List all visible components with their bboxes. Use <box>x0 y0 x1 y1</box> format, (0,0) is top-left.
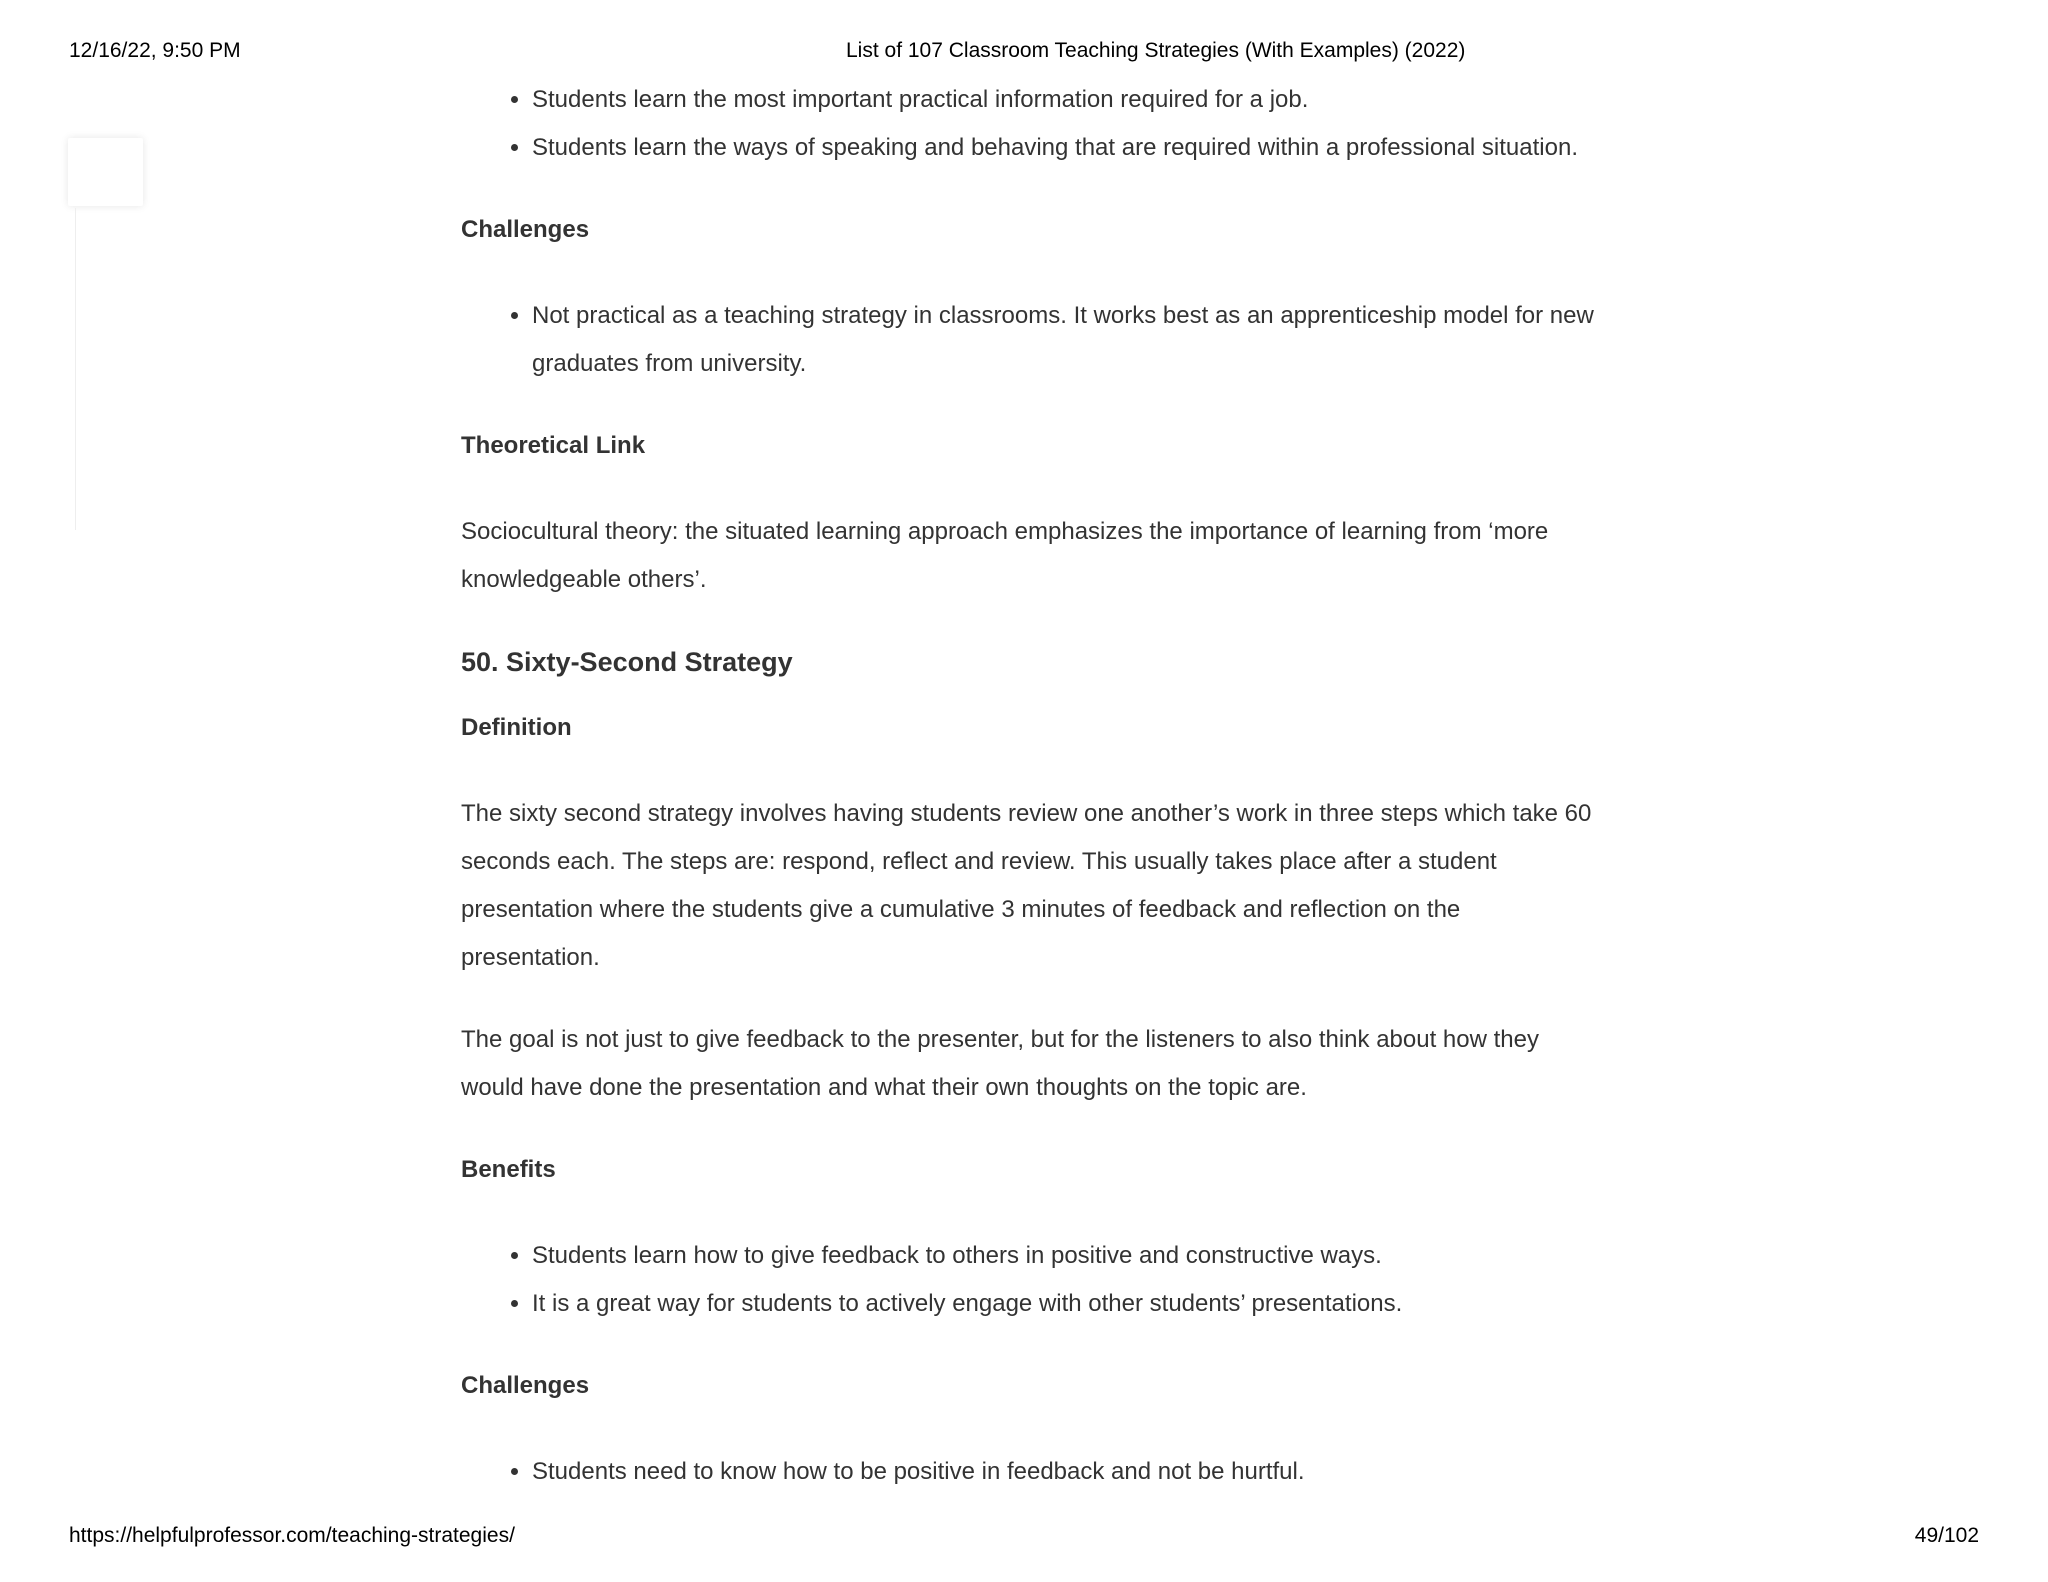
challenges-heading: Challenges <box>461 216 590 243</box>
print-page-title: List of 107 Classroom Teaching Strategies (With Examples) (2022) <box>846 39 1466 62</box>
list-item: • Not practical as a teaching strategy in classrooms. It works best as an apprenticeship model for new graduates from university. <box>532 292 1601 388</box>
challenges-heading: Challenges <box>461 1372 590 1399</box>
list-item: • Students learn the ways of speaking and behaving that are required within a professional situation. <box>532 124 1601 172</box>
print-page-number: 49/102 <box>1914 1524 1979 1547</box>
previous-benefits-list <box>461 76 1601 172</box>
benefits-heading: Benefits <box>461 1156 556 1183</box>
list-item: • Students learn how to give feedback to others in positive and constructive ways. <box>532 1232 1601 1280</box>
theoretical-link-heading: Theoretical Link <box>461 432 646 459</box>
print-date: 12/16/22, 9:50 PM <box>69 39 241 62</box>
floating-share-box <box>68 138 143 206</box>
print-url: https://helpfulprofessor.com/teaching-strategies/ <box>69 1524 515 1547</box>
list-item: • Students need to know how to be positive in feedback and not be hurtful. <box>532 1448 1601 1496</box>
definition-heading: Definition <box>461 714 572 741</box>
definition-paragraph-2: The goal is not just to give feedback to the presenter, but for the listeners to also think about how they would have done the presentation and what their own thoughts on the topic are. <box>461 1026 1539 1101</box>
list-item: • Students learn the most important practical information required for a job. <box>532 76 1601 124</box>
article-content <box>461 76 1601 1496</box>
definition-paragraph-1: The sixty second strategy involves having students review one another’s work in three steps which take 60 seconds each. The steps are: respond, reflect and review. This usually takes place after a student presentation where the students give a cumulative 3 minutes of feedback and reflection on the presentation. <box>461 800 1592 971</box>
previous-challenges-list <box>461 292 1601 388</box>
benefits-list <box>461 1232 1601 1328</box>
floating-sidebar-divider <box>75 208 76 530</box>
section-title: 50. Sixty-Second Strategy <box>461 647 793 677</box>
challenges-list <box>461 1448 1601 1496</box>
theoretical-link-text: Sociocultural theory: the situated learning approach emphasizes the importance of learning from ‘more knowledgeable others’. <box>461 518 1549 593</box>
list-item: • It is a great way for students to actively engage with other students’ presentations. <box>532 1280 1601 1328</box>
